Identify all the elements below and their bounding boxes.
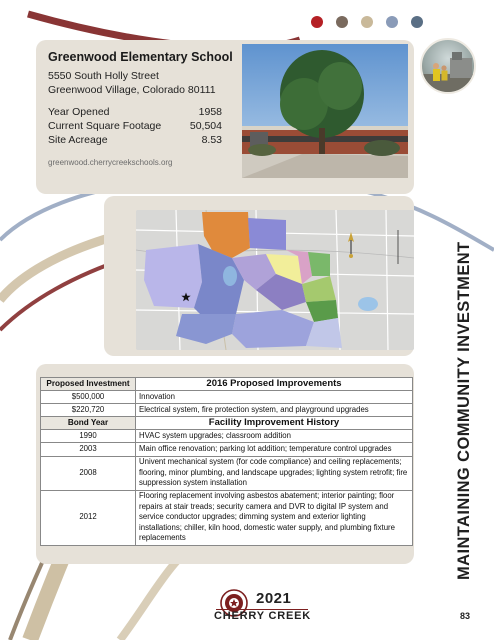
school-name: Greenwood Elementary School (48, 50, 233, 64)
proposed-description: Innovation (136, 391, 413, 404)
construction-photo (420, 38, 476, 94)
accent-dot (386, 16, 398, 28)
proposed-amount: $220,720 (41, 404, 136, 417)
page-number: 83 (460, 611, 471, 621)
stat-value-year-opened: 1958 (198, 106, 222, 118)
accent-dot (311, 16, 323, 28)
bond-year: 2012 (41, 490, 136, 545)
table-row (41, 404, 413, 417)
accent-dot (411, 16, 423, 28)
school-building-photo (242, 44, 408, 178)
history-header-row (41, 417, 413, 430)
address-line-1: 5550 South Holly Street (48, 70, 159, 82)
side-section-title: MAINTAINING COMMUNITY INVESTMENT (455, 241, 473, 580)
proposed-investment-header: Proposed Investment (41, 378, 136, 391)
address-line-2: Greenwood Village, Colorado 80111 (48, 84, 216, 96)
history-description: Main office renovation; parking lot addition; temperature control upgrades (136, 443, 413, 456)
table-row (41, 391, 413, 404)
district-boundary-map (136, 210, 414, 350)
school-website-link[interactable]: greenwood.cherrycreekschools.org (48, 158, 173, 167)
proposed-header-row (41, 378, 413, 391)
north-arrow-icon (344, 230, 358, 260)
accent-dot (336, 16, 348, 28)
table-row (41, 490, 413, 545)
bond-year: 1990 (41, 430, 136, 443)
table-row (41, 430, 413, 443)
proposed-improvements-title: 2016 Proposed Improvements (136, 378, 413, 391)
stat-value-square-footage: 50,504 (189, 120, 222, 132)
history-description: Flooring replacement involving asbestos abatement; interior painting; floor repairs at stair treads; security camera and DVR to digital IP system and service conductor upgrades; dimming system and exterior lighting installations; chiller, kiln hood, domestic water supply, and plumbing fixture replacements (136, 490, 413, 545)
history-title: Facility Improvement History (136, 417, 413, 430)
proposed-amount: $500,000 (41, 391, 136, 404)
report-year: 2021 (256, 590, 292, 607)
improvements-table (40, 377, 413, 546)
bond-year-header: Bond Year (41, 417, 136, 430)
history-description: Univent mechanical system (for code compliance) and ceiling replacements; flooring, minor plumbing, and landscape upgrades; lighting system retrofit; fire suppression system installation (136, 456, 413, 490)
brand-name: CHERRY CREEK (214, 610, 312, 622)
stat-label-square-footage: Current Square Footage (48, 120, 162, 132)
proposed-description: Electrical system, fire protection system, and playground upgrades (136, 404, 413, 417)
table-row (41, 443, 413, 456)
accent-dot (361, 16, 373, 28)
bond-year: 2003 (41, 443, 136, 456)
table-row (41, 456, 413, 490)
accent-dots (311, 16, 423, 28)
school-star-icon (181, 292, 191, 302)
stat-label-year-opened: Year Opened (48, 106, 110, 118)
history-description: HVAC system upgrades; classroom addition (136, 430, 413, 443)
bond-year: 2008 (41, 456, 136, 490)
stat-label-site-acreage: Site Acreage (48, 134, 108, 146)
stat-value-site-acreage: 8.53 (201, 134, 222, 146)
